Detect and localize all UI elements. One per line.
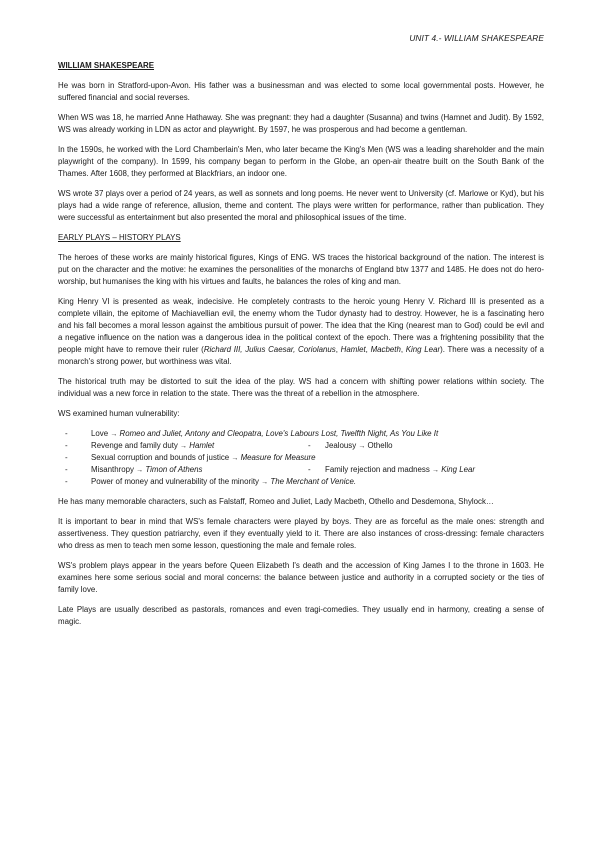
list-item (58, 440, 544, 452)
kings-text: King Henry VI is presented as weak, indecisive. He completely contrasts to the heroic young Henry V. Richard III is presented as a complete villain, the epitome of Machiavellian evil, the enemy whom the Tudor dynasty had to destroy. However, he is a fascinating hero and his fall becomes a moral lesson against the ambitious pursuit of power. The idea that the King (nearest man to God) could be evil and a negative influence on the nation was a dangerous idea in the political context of the epoch. There was a frightening possibility that the people might have to remove their ruler ( (58, 297, 544, 354)
list-item-label: Misanthropy (91, 465, 137, 474)
arrow-icon: → (136, 467, 144, 474)
list-item (58, 476, 544, 488)
paragraph-female-characters: It is important to bear in mind that WS's female characters were played by boys. They are as forceful as the male ones: strength and assertiveness. They question patriarchy, even if they eventually yield to it. There are also instances of cross-dressing: female characters who dress as men to teach men some lesson, questioning the male and female roles. (58, 517, 544, 550)
list-item-works: King Lear (441, 465, 475, 474)
list-item-label: Family rejection and madness (325, 465, 433, 474)
bullet-dash: - (65, 465, 68, 474)
list-item-label: Love (91, 429, 111, 438)
list-item-works: The Merchant of Venice. (270, 477, 357, 486)
paragraph-late-plays: Late Plays are usually described as pastorals, romances and even tragi-comedies. They usually end in harmony, creating a sense of magic. (58, 605, 544, 626)
list-item (58, 452, 544, 464)
paragraph-historical-truth: The historical truth may be distorted to suit the idea of the play. WS had a concern with shifting power relations within society. The individual was a new force in relation to the state. There was the threat of a rebellion in the atmosphere. (58, 377, 544, 398)
list-item-works: Romeo and Juliet, Antony and Cleopatra, Love's Labours Lost, Twelfth Night, As You Like It (119, 429, 439, 438)
page-title: WILLIAM SHAKESPEARE (58, 61, 155, 70)
bullet-dash: - (65, 429, 68, 438)
separator: , (365, 345, 371, 354)
play-titles: Richard III, Julius Caesar, Coriolanus (203, 345, 336, 354)
arrow-icon: → (231, 455, 239, 462)
separator: , (400, 345, 406, 354)
list-item-label: Jealousy (325, 441, 359, 450)
bullet-dash: - (65, 453, 68, 462)
paragraph-company: In the 1590s, he worked with the Lord Chamberlain's Men, who later became the King's Men (WS was a leading shareholder and the main playwright of the company). In 1599, his company began to perform in the Globe, an open-air theatre built on the South Bank of the Thames. After 1608, they performed at Blackfriars, an indoor one. (58, 145, 544, 178)
list-item-label: Sexual corruption and bounds of justice (91, 453, 232, 462)
paragraph-characters: He has many memorable characters, such as Falstaff, Romeo and Juliet, Lady Macbeth, Othello and Desdemona, Shylock… (58, 497, 494, 506)
bullet-dash: - (308, 441, 311, 450)
paragraph-problem-plays: WS's problem plays appear in the years before Queen Elizabeth I's death and the accession of King James I to the throne in 1603. He examines here some serious social and moral concerns: the balance between justice and authority in a corrupted society or the ties of family love. (58, 561, 544, 594)
vulnerability-intro: WS examined human vulnerability: (58, 409, 180, 418)
paragraph-works: WS wrote 37 plays over a period of 24 years, as well as sonnets and long poems. He never went to University (cf. Marlowe or Kyd), but his plays had a wide range of reference, allusion, theme and content. The plays were written for performance, rather than publication. They were successful as entertainment but also presented the moral and philosophical issues of the time. (58, 189, 544, 222)
play-title-king-lear: King Lear (405, 345, 441, 354)
section-heading-history-plays: EARLY PLAYS – HISTORY PLAYS (58, 233, 181, 242)
arrow-icon: → (180, 443, 188, 450)
paragraph-birth: He was born in Stratford-upon-Avon. His father was a businessman and was elected to some local governmental posts. However, he suffered financial and social reverses. (58, 81, 544, 102)
list-item (58, 428, 544, 440)
running-header: UNIT 4.- WILLIAM SHAKESPEARE (409, 33, 544, 43)
arrow-icon: → (358, 443, 366, 450)
separator: , (335, 345, 341, 354)
list-item-works: Othello (367, 441, 393, 450)
paragraph-marriage: When WS was 18, he married Anne Hathaway. She was pregnant: they had a daughter (Susanna) and twins (Hamnet and Judit). By 1592, WS was already working in LDN as actor and playwright. By 1597, he was prosperous and had become a gentleman. (58, 113, 544, 134)
list-item-works: Timon of Athens (145, 465, 203, 474)
arrow-icon: → (261, 479, 269, 486)
paragraph-kings (58, 296, 544, 368)
play-title-hamlet: Hamlet (340, 345, 366, 354)
bullet-dash: - (308, 465, 311, 474)
list-item-works: Measure for Measure (240, 453, 316, 462)
document-body (58, 60, 544, 636)
arrow-icon: → (432, 467, 440, 474)
kings-text-end: ). There was a necessity of a monarch's strong power, but worthiness was vital. (58, 345, 544, 366)
bullet-dash: - (65, 441, 68, 450)
play-title-macbeth: Macbeth (370, 345, 401, 354)
arrow-icon: → (110, 431, 118, 438)
bullet-dash: - (65, 477, 68, 486)
vulnerability-list (58, 428, 544, 488)
list-item (58, 464, 544, 476)
list-item-works: Hamlet (189, 441, 215, 450)
list-item-label: Power of money and vulnerability of the minority (91, 477, 262, 486)
list-item-label: Revenge and family duty (91, 441, 181, 450)
paragraph-history-heroes: The heroes of these works are mainly historical figures, Kings of ENG. WS traces the historical background of the nation. The interest is put on the character and the motive: he examines the personalities of the monarchs of England btw 1377 and 1485. He does not do hero-worship, but humanises the king with his virtues and faults, he balances the roles of king and man. (58, 253, 544, 286)
